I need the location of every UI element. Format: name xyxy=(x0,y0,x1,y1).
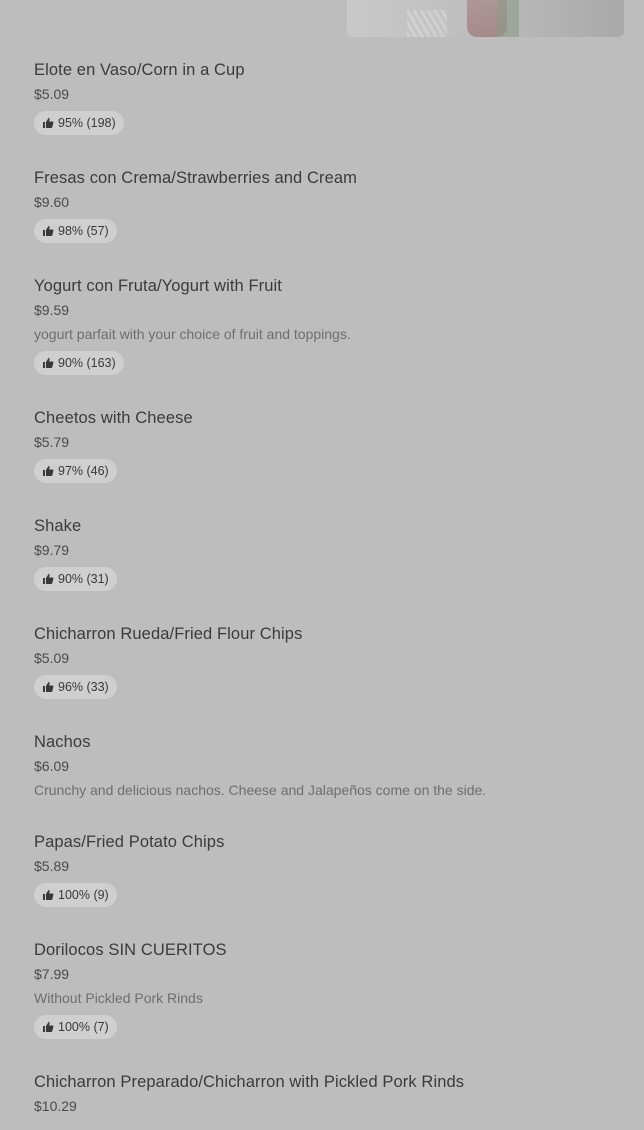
photo-detail xyxy=(407,10,447,37)
menu-item[interactable] xyxy=(34,514,624,622)
item-description: Without Pickled Pork Rinds xyxy=(34,990,203,1006)
thumbs-up-icon xyxy=(42,465,54,477)
item-price: $6.09 xyxy=(34,758,70,774)
item-description: Crunchy and delicious nachos. Cheese and Jalapeños come on the side. xyxy=(34,782,487,798)
rating-text: 96% (33) xyxy=(58,680,109,694)
item-name: Dorilocos SIN CUERITOS xyxy=(34,941,227,959)
rating-text: 95% (198) xyxy=(58,116,116,130)
item-price: $5.09 xyxy=(34,86,70,102)
item-price: $5.89 xyxy=(34,858,70,874)
item-price: $10.29 xyxy=(34,1098,77,1114)
rating-badge xyxy=(34,1015,117,1039)
rating-badge xyxy=(34,567,117,591)
rating-text: 100% (7) xyxy=(58,1020,109,1034)
rating-text: 90% (31) xyxy=(58,572,109,586)
item-price: $5.79 xyxy=(34,434,70,450)
thumbs-up-icon xyxy=(42,681,54,693)
item-name: Yogurt con Fruta/Yogurt with Fruit xyxy=(34,277,282,295)
item-name: Cheetos with Cheese xyxy=(34,409,193,427)
thumbs-up-icon xyxy=(42,225,54,237)
item-price: $9.60 xyxy=(34,194,70,210)
menu-item[interactable] xyxy=(34,166,624,274)
item-price: $7.99 xyxy=(34,966,70,982)
thumbs-up-icon xyxy=(42,889,54,901)
menu-list xyxy=(34,58,624,1130)
item-price: $5.09 xyxy=(34,650,70,666)
item-name: Shake xyxy=(34,517,82,535)
rating-text: 98% (57) xyxy=(58,224,109,238)
thumbs-up-icon xyxy=(42,573,54,585)
rating-badge xyxy=(34,111,124,135)
menu-item[interactable] xyxy=(34,830,624,938)
menu-item[interactable] xyxy=(34,406,624,514)
item-name: Chicharron Rueda/Fried Flour Chips xyxy=(34,625,303,643)
menu-item-photo[interactable] xyxy=(347,0,624,37)
menu-item[interactable] xyxy=(34,274,624,406)
rating-badge xyxy=(34,675,117,699)
menu-item[interactable] xyxy=(34,938,624,1070)
item-name: Fresas con Crema/Strawberries and Cream xyxy=(34,169,358,187)
thumbs-up-icon xyxy=(42,117,54,129)
photo-detail xyxy=(497,0,519,37)
item-name: Chicharron Preparado/Chicharron with Pickled Pork Rinds xyxy=(34,1073,465,1091)
item-description: yogurt parfait with your choice of fruit and toppings. xyxy=(34,326,351,342)
menu-item[interactable] xyxy=(34,58,624,166)
item-name: Papas/Fried Potato Chips xyxy=(34,833,225,851)
item-name: Nachos xyxy=(34,733,91,751)
item-price: $9.79 xyxy=(34,542,70,558)
rating-badge xyxy=(34,351,124,375)
rating-badge xyxy=(34,459,117,483)
menu-item[interactable] xyxy=(34,730,624,830)
item-name: Elote en Vaso/Corn in a Cup xyxy=(34,61,245,79)
thumbs-up-icon xyxy=(42,357,54,369)
menu-item[interactable] xyxy=(34,622,624,730)
thumbs-up-icon xyxy=(42,1021,54,1033)
menu-item[interactable] xyxy=(34,1070,624,1130)
rating-badge xyxy=(34,219,117,243)
rating-text: 90% (163) xyxy=(58,356,116,370)
rating-badge xyxy=(34,883,117,907)
item-price: $9.59 xyxy=(34,302,70,318)
rating-text: 97% (46) xyxy=(58,464,109,478)
rating-text: 100% (9) xyxy=(58,888,109,902)
